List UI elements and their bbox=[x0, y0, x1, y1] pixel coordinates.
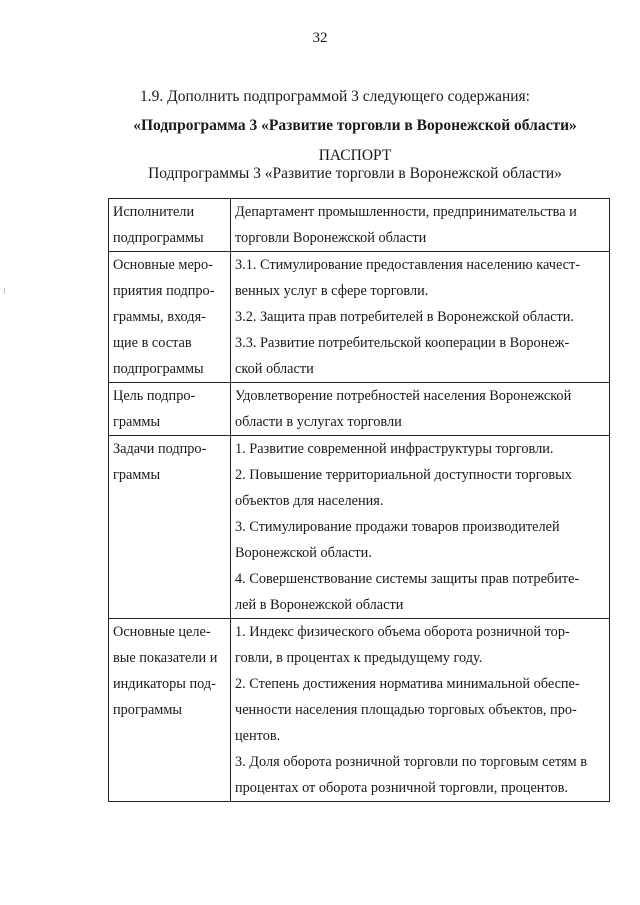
label-line: граммы bbox=[113, 467, 161, 483]
label-line: программы bbox=[113, 702, 183, 718]
content-line: 2. Степень достижения норматива минимальной обеспе- bbox=[235, 676, 580, 692]
row-label bbox=[109, 199, 231, 252]
passport-subtitle: Подпрограммы 3 «Развитие торговли в Воронежской области» bbox=[148, 165, 562, 182]
row-label bbox=[109, 619, 231, 802]
content-line: ченности населения площадью торговых объектов, про- bbox=[235, 702, 577, 718]
content-line: области в услугах торговли bbox=[235, 414, 402, 430]
content-line: говли, в процентах к предыдущему году. bbox=[235, 650, 483, 666]
margin-mark bbox=[4, 288, 5, 294]
content-line: процентах от оборота розничной торговли, процентов. bbox=[235, 780, 568, 796]
label-line: Основные меро- bbox=[113, 257, 213, 273]
label-line: индикаторы под- bbox=[113, 676, 216, 692]
table-row bbox=[109, 436, 610, 619]
label-line: Цель подпро- bbox=[113, 388, 196, 404]
content-line: 3.3. Развитие потребительской кооперации в Воронеж- bbox=[235, 335, 570, 351]
label-line: граммы bbox=[113, 414, 161, 430]
row-label bbox=[109, 436, 231, 619]
label-line: подпрограммы bbox=[113, 361, 204, 377]
label-line: приятия подпро- bbox=[113, 283, 215, 299]
table-row bbox=[109, 252, 610, 383]
passport-table bbox=[108, 198, 610, 802]
content-line: 3.2. Защита прав потребителей в Воронежской области. bbox=[235, 309, 574, 325]
label-line: подпрограммы bbox=[113, 230, 204, 246]
passport-table-body bbox=[109, 199, 610, 802]
content-line: объектов для населения. bbox=[235, 493, 384, 509]
content-line: 1. Индекс физического объема оборота розничной тор- bbox=[235, 624, 570, 640]
content-line: венных услуг в сфере торговли. bbox=[235, 283, 429, 299]
content-line: 3. Стимулирование продажи товаров производителей bbox=[235, 519, 560, 535]
subprogram-title: «Подпрограмма 3 «Развитие торговли в Воронежской области» bbox=[133, 117, 577, 134]
content-line: Департамент промышленности, предпринимательства и bbox=[235, 204, 577, 220]
label-line: вые показатели и bbox=[113, 650, 218, 666]
label-line: Исполнители bbox=[113, 204, 195, 220]
label-line: щие в состав bbox=[113, 335, 192, 351]
content-line: центов. bbox=[235, 728, 281, 744]
content-line: торговли Воронежской области bbox=[235, 230, 427, 246]
label-line: Основные целе- bbox=[113, 624, 211, 640]
content-line: Воронежской области. bbox=[235, 545, 372, 561]
row-content bbox=[231, 436, 610, 619]
content-line: Удовлетворение потребностей населения Воронежской bbox=[235, 388, 572, 404]
row-label bbox=[109, 383, 231, 436]
intro-text: 1.9. Дополнить подпрограммой 3 следующего содержания: bbox=[140, 88, 530, 105]
content-line: 3.1. Стимулирование предоставления населению качест- bbox=[235, 257, 581, 273]
content-line: 1. Развитие современной инфраструктуры торговли. bbox=[235, 441, 554, 457]
content-line: 3. Доля оборота розничной торговли по торговым сетям в bbox=[235, 754, 587, 770]
content-line: 4. Совершенствование системы защиты прав потребите- bbox=[235, 571, 580, 587]
table-row bbox=[109, 383, 610, 436]
table-row bbox=[109, 619, 610, 802]
label-line: граммы, входя- bbox=[113, 309, 206, 325]
page-number: 32 bbox=[312, 30, 328, 46]
passport-title: ПАСПОРТ bbox=[318, 147, 392, 164]
row-content bbox=[231, 199, 610, 252]
content-line: 2. Повышение территориальной доступности торговых bbox=[235, 467, 572, 483]
row-content bbox=[231, 619, 610, 802]
label-line: Задачи подпро- bbox=[113, 441, 207, 457]
row-content bbox=[231, 383, 610, 436]
content-line: лей в Воронежской области bbox=[235, 597, 404, 613]
row-content bbox=[231, 252, 610, 383]
content-line: ской области bbox=[235, 361, 314, 377]
row-label bbox=[109, 252, 231, 383]
table-row bbox=[109, 199, 610, 252]
